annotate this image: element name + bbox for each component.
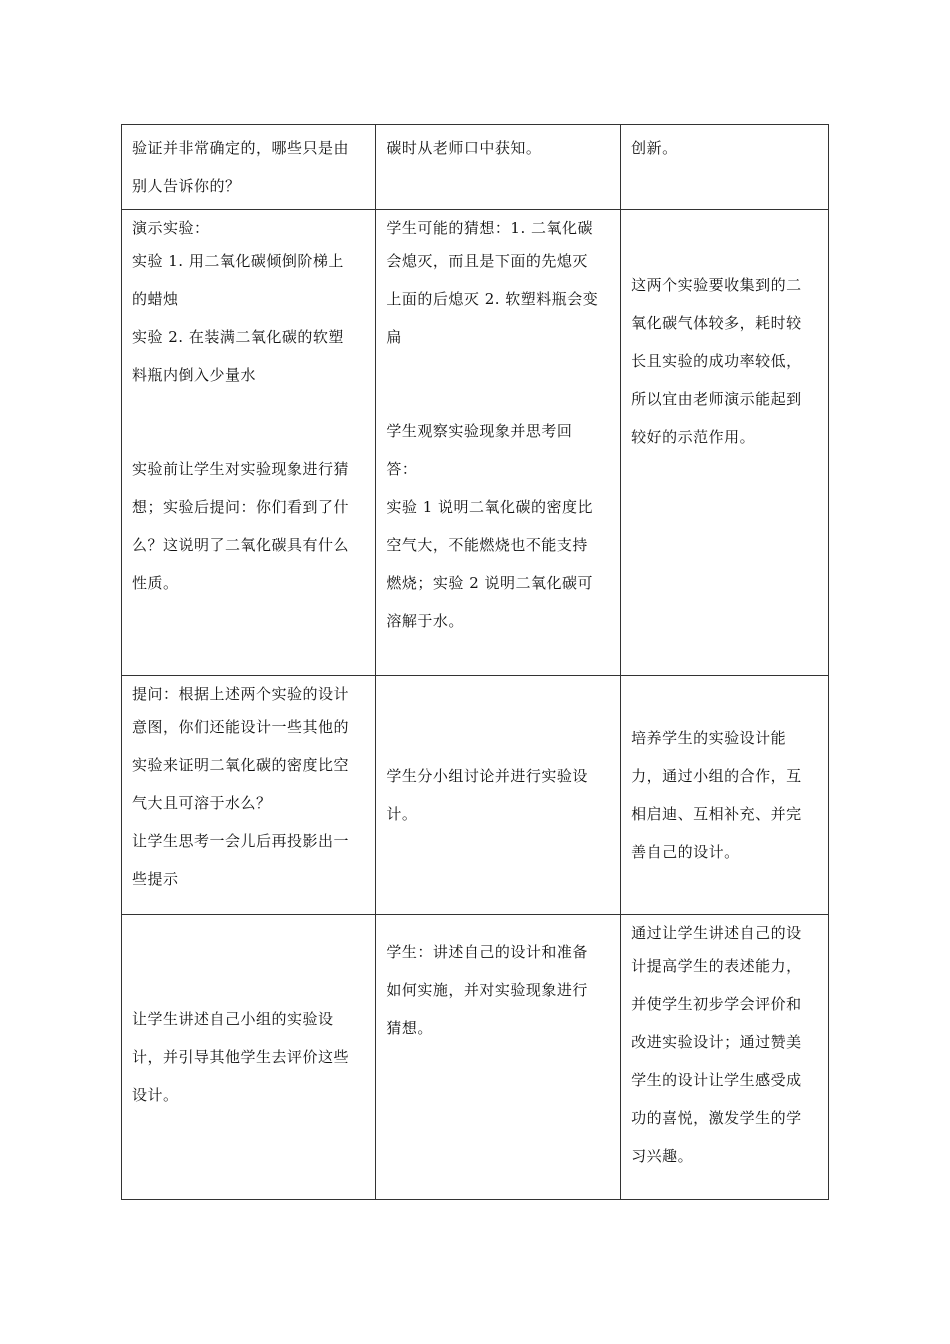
design-intent-cell	[621, 210, 829, 676]
table-row	[122, 125, 829, 210]
cell-line: 扁	[386, 328, 402, 346]
cell-line: 料瓶内倒入少量水	[132, 366, 257, 384]
cell-line: 上面的后熄灭 2. 软塑料瓶会变	[386, 290, 599, 308]
cell-line: 如何实施，并对实验现象进行	[386, 981, 588, 999]
table-row	[122, 915, 829, 1200]
cell-line: 较好的示范作用。	[631, 428, 756, 446]
cell-line: 溶解于水。	[386, 612, 464, 630]
cell-line: 空气大，不能燃烧也不能支持	[386, 536, 588, 554]
cell-line: 性质。	[132, 574, 179, 592]
cell-line: 善自己的设计。	[631, 843, 740, 861]
cell-line: 计，并引导其他学生去评价这些	[132, 1048, 350, 1066]
cell-line: 设计。	[132, 1086, 179, 1104]
cell-line: 些提示	[132, 870, 179, 888]
cell-line: 实验前让学生对实验现象进行猜	[132, 460, 350, 478]
table-row	[122, 676, 829, 915]
cell-line: 计。	[386, 805, 418, 823]
cell-line: 想；实验后提问：你们看到了什	[132, 498, 350, 516]
cell-line: 的蜡烛	[132, 290, 179, 308]
cell-line: 让学生思考一会儿后再投影出一	[132, 832, 350, 850]
cell-line: 实验 1 说明二氧化碳的密度比	[386, 498, 594, 516]
cell-line: 学生分小组讨论并进行实验设	[386, 767, 588, 785]
cell-line: 实验 2. 在装满二氧化碳的软塑	[132, 328, 344, 346]
cell-line: 改进实验设计；通过赞美	[631, 1033, 802, 1051]
student-activity-cell	[376, 915, 621, 1200]
cell-line: 所以宜由老师演示能起到	[631, 390, 802, 408]
cell-line: 学生：讲述自己的设计和准备	[386, 943, 588, 961]
cell-line: 别人告诉你的？	[132, 177, 241, 195]
teacher-activity-cell	[122, 915, 376, 1200]
lesson-plan-table	[121, 124, 829, 1200]
design-intent-cell	[621, 125, 829, 210]
cell-line: 实验 1. 用二氧化碳倾倒阶梯上	[132, 252, 344, 270]
cell-line: 通过让学生讲述自己的设	[631, 924, 802, 942]
cell-line: 相启迪、互相补充、并完	[631, 805, 802, 823]
student-activity-cell	[376, 676, 621, 915]
cell-line: 燃烧；实验 2 说明二氧化碳可	[386, 574, 594, 592]
student-activity-cell	[376, 125, 621, 210]
cell-line: 碳时从老师口中获知。	[386, 139, 542, 157]
cell-line: 这两个实验要收集到的二	[631, 276, 802, 294]
cell-line: 并使学生初步学会评价和	[631, 995, 802, 1013]
cell-line: 创新。	[631, 139, 678, 157]
cell-line: 演示实验：	[132, 219, 210, 237]
cell-line: 答：	[386, 460, 418, 478]
cell-line: 功的喜悦，激发学生的学	[631, 1109, 802, 1127]
cell-line: 力，通过小组的合作，互	[631, 767, 802, 785]
cell-line: 长且实验的成功率较低，	[631, 352, 802, 370]
student-activity-cell	[376, 210, 621, 676]
cell-line: 么？这说明了二氧化碳具有什么	[132, 536, 350, 554]
cell-line: 计提高学生的表述能力，	[631, 957, 802, 975]
cell-line: 培养学生的实验设计能	[631, 729, 787, 747]
cell-line: 会熄灭，而且是下面的先熄灭	[386, 252, 588, 270]
cell-line: 提问：根据上述两个实验的设计	[132, 685, 350, 703]
cell-line: 验证并非常确定的，哪些只是由	[132, 139, 350, 157]
cell-line: 意图，你们还能设计一些其他的	[132, 718, 350, 736]
cell-line: 学生可能的猜想：1. 二氧化碳	[386, 219, 594, 237]
cell-line: 气大且可溶于水么？	[132, 794, 272, 812]
teacher-activity-cell	[122, 210, 376, 676]
cell-line: 让学生讲述自己小组的实验设	[132, 1010, 334, 1028]
cell-line: 猜想。	[386, 1019, 433, 1037]
cell-line: 实验来证明二氧化碳的密度比空	[132, 756, 350, 774]
cell-line: 学生观察实验现象并思考回	[386, 422, 573, 440]
cell-line: 习兴趣。	[631, 1147, 694, 1165]
teacher-activity-cell	[122, 676, 376, 915]
table-row	[122, 210, 829, 676]
cell-line: 氧化碳气体较多，耗时较	[631, 314, 802, 332]
teacher-activity-cell	[122, 125, 376, 210]
design-intent-cell	[621, 676, 829, 915]
cell-line: 学生的设计让学生感受成	[631, 1071, 802, 1089]
design-intent-cell	[621, 915, 829, 1200]
